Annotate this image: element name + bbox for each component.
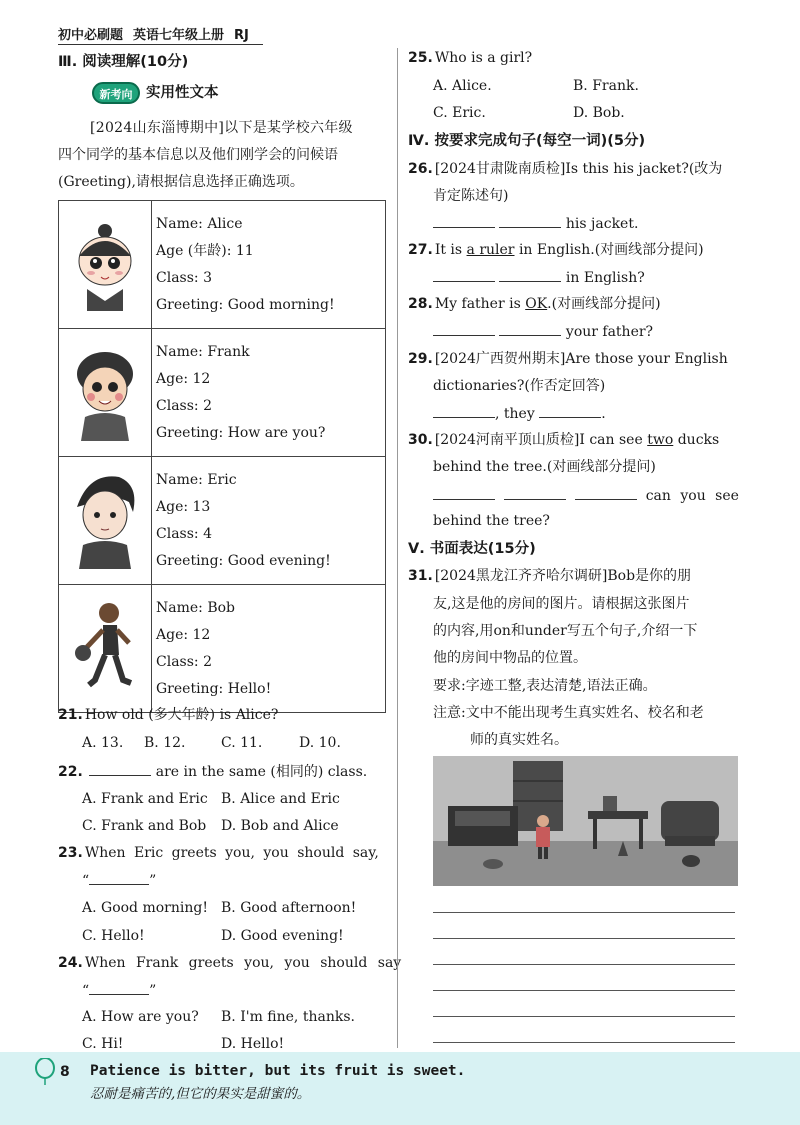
question-22: 22. are in the same (相同的) class. (58, 761, 367, 782)
question-21: 21. How old (多大年龄) is Alice? (58, 707, 279, 723)
eric-illustration (59, 457, 151, 580)
question-31: 31. [2024黑龙江齐齐哈尔调研]Bob是你的朋 (408, 568, 692, 584)
student-info-table (58, 200, 386, 713)
q31-note-2: 师的真实姓名。 (470, 732, 568, 748)
q23-answer: “ ” (82, 870, 156, 891)
q24-answer: “ ” (82, 980, 156, 1001)
intro-line-1: [2024山东淄博期中]以下是某学校六年级 (90, 120, 353, 136)
q24-option-b[interactable]: B. I'm fine, thanks. (221, 1009, 355, 1025)
student-photo-cell (59, 329, 152, 457)
student-photo-cell (59, 201, 152, 329)
answer-blank[interactable] (89, 761, 151, 776)
question-24: 24. When Frank greets you, you should say (58, 955, 402, 971)
answer-blank[interactable] (575, 485, 637, 500)
q23-option-d[interactable]: D. Good evening! (221, 928, 344, 944)
q31-requirement: 要求:字迹工整,表达清楚,语法正确。 (433, 678, 657, 694)
student-greeting: Greeting: Hello! (156, 681, 272, 697)
header-subject: 英语七年级上册 (133, 28, 225, 43)
balloon-icon (34, 1058, 56, 1086)
q23-option-c[interactable]: C. Hello! (82, 928, 145, 944)
q28-answer: your father? (433, 321, 653, 342)
section-4-title: Ⅳ. 按要求完成句子(每空一词)(5分) (408, 133, 646, 149)
answer-blank[interactable] (499, 267, 561, 282)
running-header (58, 24, 273, 44)
question-23: 23. When Eric greets you, you should say, (58, 845, 379, 861)
table-row (59, 201, 386, 329)
section-3-title: Ⅲ. 阅读理解(10分) (58, 54, 189, 70)
question-25: 25. Who is a girl? (408, 50, 533, 66)
new-trend-badge: 新考向 (92, 82, 140, 104)
writing-line[interactable] (433, 1016, 735, 1017)
header-series: 初中必刷题 (58, 28, 124, 43)
writing-line[interactable] (433, 964, 735, 965)
student-class: Class: 2 (156, 654, 212, 670)
student-age: Age: 12 (156, 371, 211, 387)
q23-option-a[interactable]: A. Good morning! (82, 900, 208, 916)
q21-option-a[interactable]: A. 13. (82, 735, 124, 751)
header-edition: RJ (234, 28, 249, 43)
writing-line[interactable] (433, 912, 735, 913)
q25-option-b[interactable]: B. Frank. (573, 78, 639, 94)
student-photo-cell (59, 457, 152, 585)
q24-option-c[interactable]: C. Hi! (82, 1036, 124, 1052)
table-row (59, 585, 386, 713)
student-info-bob (152, 585, 386, 713)
answer-blank[interactable] (504, 485, 566, 500)
q21-option-d[interactable]: D. 10. (299, 735, 341, 751)
student-age: Age: 12 (156, 627, 211, 643)
frank-illustration (59, 329, 151, 452)
student-greeting: Greeting: How are you? (156, 425, 326, 441)
answer-blank[interactable] (89, 980, 149, 995)
student-name: Name: Bob (156, 600, 236, 616)
table-row (59, 457, 386, 585)
q31-line-4: 他的房间中物品的位置。 (433, 650, 587, 666)
q25-option-c[interactable]: C. Eric. (433, 105, 486, 121)
proverb-english: Patience is bitter, but its fruit is sweet. (90, 1063, 466, 1079)
student-class: Class: 4 (156, 526, 212, 542)
q22-option-c[interactable]: C. Frank and Bob (82, 818, 207, 834)
q27-answer: in English? (433, 267, 645, 288)
table-row (59, 329, 386, 457)
student-age: Age (年龄): 11 (156, 243, 254, 259)
student-class: Class: 3 (156, 270, 212, 286)
bob-room-picture (433, 756, 738, 886)
q30-answer: can you see (433, 485, 739, 506)
q30-line-4: behind the tree? (433, 513, 550, 529)
q25-option-a[interactable]: A. Alice. (433, 78, 492, 94)
student-name: Name: Eric (156, 472, 237, 488)
answer-blank[interactable] (89, 870, 149, 885)
q31-note-1: 注意:文中不能出现考生真实姓名、校名和老 (433, 705, 704, 721)
student-info-eric (152, 457, 386, 585)
section-5-title: Ⅴ. 书面表达(15分) (408, 541, 536, 557)
student-class: Class: 2 (156, 398, 212, 414)
answer-blank[interactable] (433, 267, 495, 282)
student-age: Age: 13 (156, 499, 211, 515)
student-info-alice (152, 201, 386, 329)
page-number: 8 (60, 1064, 70, 1080)
header-rule (58, 44, 263, 45)
q24-option-d[interactable]: D. Hello! (221, 1036, 285, 1052)
question-26: 26. [2024甘肃陇南质检]Is this his jacket?(改为 (408, 161, 723, 177)
student-name: Name: Frank (156, 344, 250, 360)
question-30: 30. [2024河南平顶山质检]I can see two ducks (408, 432, 720, 448)
column-divider (397, 48, 398, 1048)
answer-blank[interactable] (433, 321, 495, 336)
answer-blank[interactable] (539, 403, 601, 418)
intro-line-3: (Greeting),请根据信息选择正确选项。 (58, 174, 304, 190)
q31-line-3: 的内容,用on和under写五个句子,介绍一下 (433, 623, 698, 639)
q21-option-b[interactable]: B. 12. (144, 735, 186, 751)
answer-blank[interactable] (433, 403, 495, 418)
q22-option-a[interactable]: A. Frank and Eric (82, 791, 208, 807)
answer-blank[interactable] (433, 213, 495, 228)
q31-line-2: 友,这是他的房间的图片。请根据这张图片 (433, 596, 690, 612)
q25-option-d[interactable]: D. Bob. (573, 105, 625, 121)
q29-answer: , they . (433, 403, 606, 424)
answer-blank[interactable] (433, 485, 495, 500)
q23-option-b[interactable]: B. Good afternoon! (221, 900, 357, 916)
question-28: 28. My father is OK.(对画线部分提问) (408, 296, 661, 312)
student-greeting: Greeting: Good evening! (156, 553, 331, 569)
question-27: 27. It is a ruler in English.(对画线部分提问) (408, 242, 704, 258)
student-greeting: Greeting: Good morning! (156, 297, 335, 313)
intro-line-2: 四个同学的基本信息以及他们刚学会的问候语 (58, 147, 338, 163)
badge-title: 实用性文本 (146, 85, 219, 101)
student-info-frank (152, 329, 386, 457)
writing-line[interactable] (433, 990, 735, 991)
proverb-chinese: 忍耐是痛苦的,但它的果实是甜蜜的。 (90, 1086, 311, 1102)
question-29: 29. [2024广西贺州期末]Are those your English (408, 351, 728, 367)
writing-line[interactable] (433, 1042, 735, 1043)
q22-option-b[interactable]: B. Alice and Eric (221, 791, 340, 807)
answer-blank[interactable] (499, 321, 561, 336)
q29-line-2: dictionaries?(作否定回答) (433, 378, 606, 394)
q22-option-d[interactable]: D. Bob and Alice (221, 818, 339, 834)
q24-option-a[interactable]: A. How are you? (82, 1009, 199, 1025)
answer-blank[interactable] (499, 213, 561, 228)
alice-illustration (59, 201, 151, 324)
writing-line[interactable] (433, 938, 735, 939)
student-photo-cell (59, 585, 152, 713)
student-name: Name: Alice (156, 216, 243, 232)
q21-option-c[interactable]: C. 11. (221, 735, 263, 751)
q30-line-2: behind the tree.(对画线部分提问) (433, 459, 656, 475)
q26-line-2: 肯定陈述句) (433, 188, 509, 204)
bob-illustration (59, 585, 151, 708)
q26-answer: his jacket. (433, 213, 638, 234)
